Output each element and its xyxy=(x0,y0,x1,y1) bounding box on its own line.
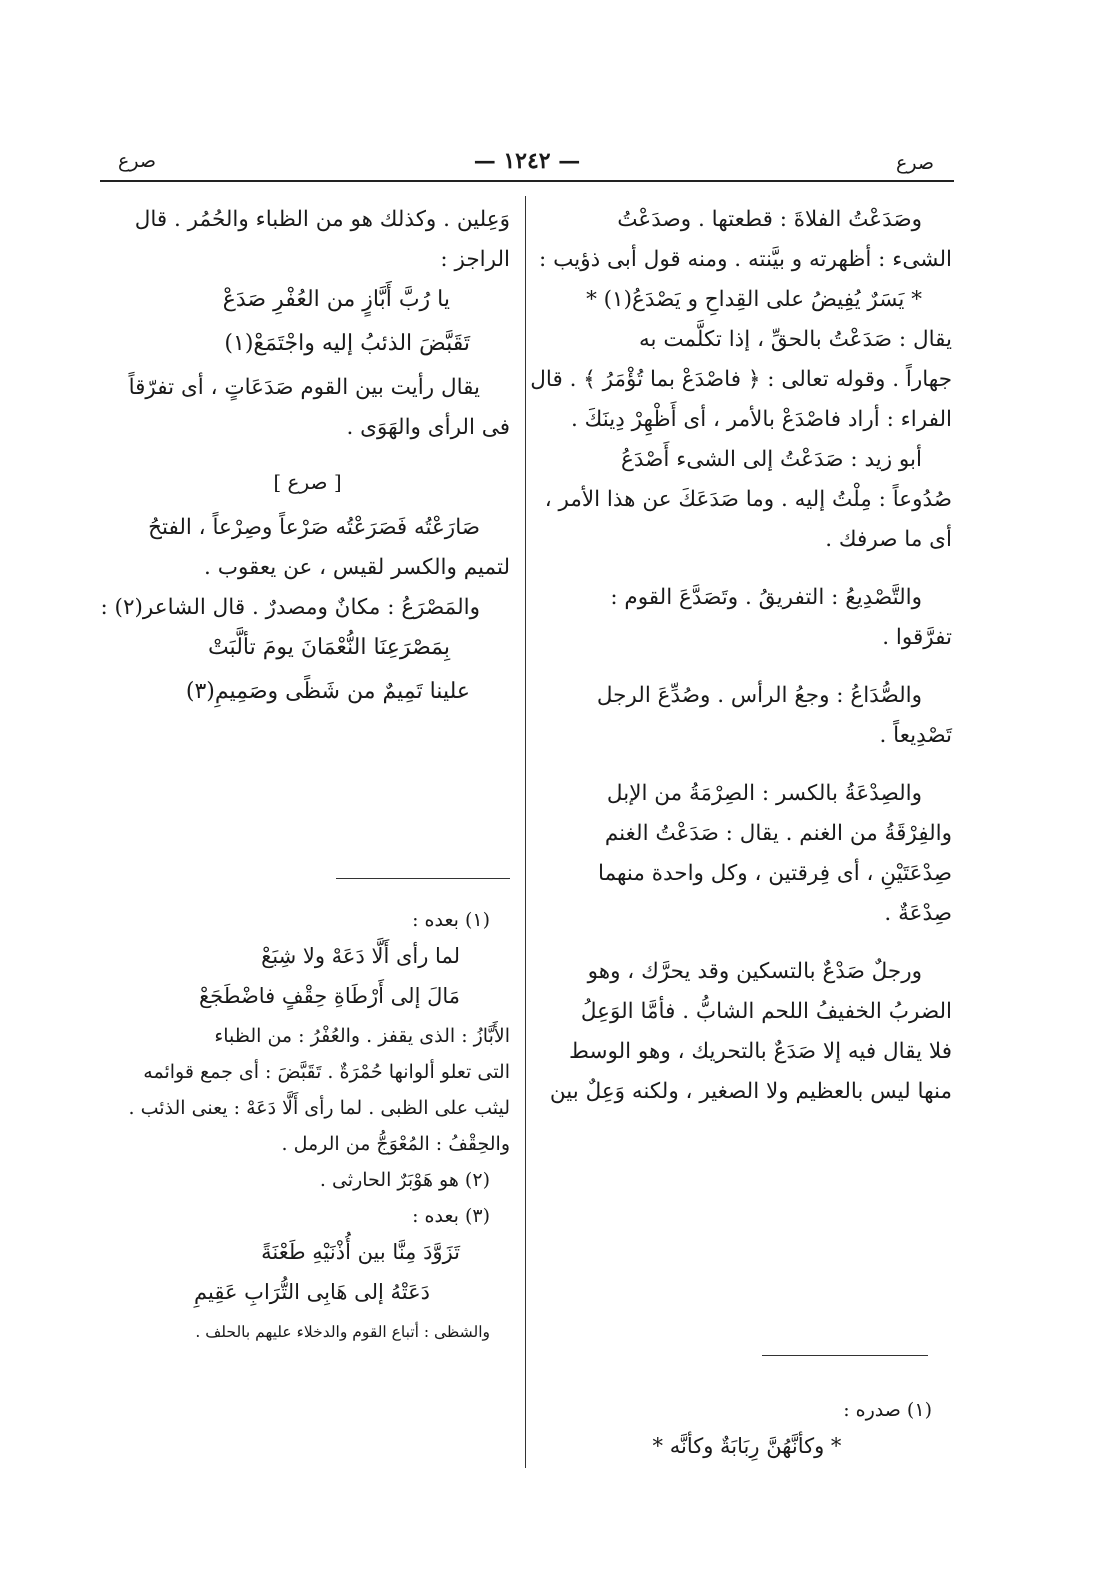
text-line: يقال رأيت بين القوم صَدَعَاتٍ ، أى تفرّقاً xyxy=(128,375,480,400)
text-line: أى ما صرفك . xyxy=(825,527,952,552)
footnote-rule xyxy=(336,878,510,879)
left-column xyxy=(100,200,510,716)
header-rule xyxy=(100,180,954,182)
text-line: الشىء : أظهرته و بيَّنته . ومنه قول أبى ذؤيب : xyxy=(539,247,952,272)
page-header xyxy=(100,148,954,180)
header-entry-right: صرع xyxy=(896,152,934,174)
text-line: منها ليس بالعظيم ولا الصغير ، ولكنه وَعِلٌ بين xyxy=(549,1079,952,1104)
text-line: والفِرْقَةُ من الغنم . يقال : صَدَعْتُ الغنم xyxy=(604,821,952,846)
footnote-verse: تَزَوَّدَ مِنَّا بين أُذْنَيْهِ طَعْنَةً xyxy=(261,1240,460,1264)
text-line: ورجلٌ صَدْعٌ بالتسكين وقد يحرَّك ، وهو xyxy=(587,959,922,984)
verse-line: تَقَبَّضَ الذئبُ إليه واجْتَمَعْ(١) xyxy=(224,331,470,356)
footnote-verse: * وكأنَّهُنَّ رِبَابَةٌ وكأنَّه * xyxy=(652,1434,842,1458)
footnote-line: التى تعلو ألوانها حُمْرَةٌ . تَقَبَّضَ : أى جمع قوائمه xyxy=(143,1061,510,1083)
verse-line: * يَسَرٌ يُفِيضُ على القِداحِ و يَصْدَعُ(١) * xyxy=(586,287,922,312)
footnote-label: (٣) بعده : xyxy=(412,1205,490,1227)
text-line: الضربُ الخفيفُ اللحم الشابُّ . فأمَّا الوَعِلُ xyxy=(580,999,952,1024)
text-line: يقال : صَدَعْتُ بالحقِّ ، إذا تكلَّمت به xyxy=(639,327,952,352)
footnote-rule xyxy=(762,1355,928,1356)
text-line: أبو زيد : صَدَعْتُ إلى الشىء أَصْدَعُ xyxy=(621,447,922,472)
text-line: الفراء : أراد فاصْدَعْ بالأمر ، أى أَظْهِرْ دِينَكَ . xyxy=(571,407,952,432)
footnote-line: (٢) هو هَوْبَرٌ الحارثى . xyxy=(319,1169,490,1191)
verse-line: بِمَصْرَعِنَا النُّعْمَانَ يومَ تألَّبَتْ xyxy=(207,635,450,660)
text-line: جهاراً . وقوله تعالى : ﴿ فاصْدَعْ بما تُؤْمَرُ ﴾ . قال xyxy=(530,367,952,392)
text-line: تَصْدِيعاً . xyxy=(879,723,952,748)
text-line: وَعِلين . وكذلك هو من الظباء والحُمُر . قال xyxy=(134,207,510,232)
text-line: وصَدَعْتُ الفلاةَ : قطعتها . وصدَعْتُ xyxy=(617,207,922,232)
footnote-verse: لما رأى أَلَّا دَعَهْ ولا شِبَعْ xyxy=(261,944,460,968)
column-divider xyxy=(525,196,526,1468)
left-footnotes xyxy=(105,902,510,1346)
right-footnotes xyxy=(542,1392,952,1468)
text-line: والمَصْرَعُ : مكانٌ ومصدرٌ . قال الشاعر(٢) : xyxy=(100,595,480,620)
text-line: والصُّدَاعُ : وجعُ الرأس . وصُدِّعَ الرجل xyxy=(596,683,922,708)
text-line: والصِدْعَةُ بالكسر : الصِرْمَةُ من الإبل xyxy=(606,781,922,806)
right-column xyxy=(530,200,952,1112)
footnote-label: (١) بعده : xyxy=(412,909,490,931)
text-line: صِدْعَةٌ . xyxy=(884,901,952,926)
text-line: تفرَّقوا . xyxy=(882,625,952,650)
verse-line: يا رُبَّ أَبَّازٍ من العُفْرِ صَدَعْ xyxy=(222,287,450,312)
text-line: صُدُوعاً : مِلْتُ إليه . وما صَدَعَكَ عن هذا الأمر ، xyxy=(544,487,952,512)
footnote-line: ليثب على الظبى . لما رأى أَلَّا دَعَهْ : يعنى الذئب . xyxy=(128,1097,510,1119)
footnote-verse: دَعَتْهُ إلى هَابِى التُّرَابِ عَقِيمِ xyxy=(194,1280,430,1304)
text-line: لتميم والكسر لقيس ، عن يعقوب . xyxy=(204,555,510,580)
footnote-label: (١) صدره : xyxy=(843,1399,932,1421)
footnote-line: الأَبَّازُ : الذى يقفز . والعُفْرُ : من الظباء xyxy=(214,1025,510,1047)
entry-heading: [ صرع ] xyxy=(273,470,342,494)
footnote-verse: مَالَ إلى أَرْطَاةِ حِقْفٍ فاضْطَجَعْ xyxy=(198,984,460,1008)
text-line: الراجز : xyxy=(440,247,510,272)
text-line: فى الرأى والهَوَى . xyxy=(346,415,510,440)
text-line: فلا يقال فيه إلا صَدَعٌ بالتحريك ، وهو الوسط xyxy=(569,1039,952,1064)
footnote-line: والشظى : أتباع القوم والدخلاء عليهم بالحلف . xyxy=(195,1323,490,1341)
text-line: والتَّصْدِيعُ : التفريقُ . وتَصَدَّعَ القوم : xyxy=(610,585,922,610)
footnote-line: والحِقْفُ : المُعْوَجُّ من الرمل . xyxy=(281,1133,510,1155)
text-line: صِدْعَتَيْنِ ، أى فِرقتين ، وكل واحدة منهما xyxy=(598,861,952,886)
verse-line: علينا تَمِيمٌ من شَظًى وصَمِيمِ(٣) xyxy=(185,679,470,704)
header-entry-left: صرع xyxy=(118,150,156,172)
page-number: — ١٢٤٢ — xyxy=(473,148,581,174)
text-line: صَارَعْتُه فَصَرَعْتُه صَرْعاً وصِرْعاً ، الفتحُ xyxy=(148,515,480,540)
